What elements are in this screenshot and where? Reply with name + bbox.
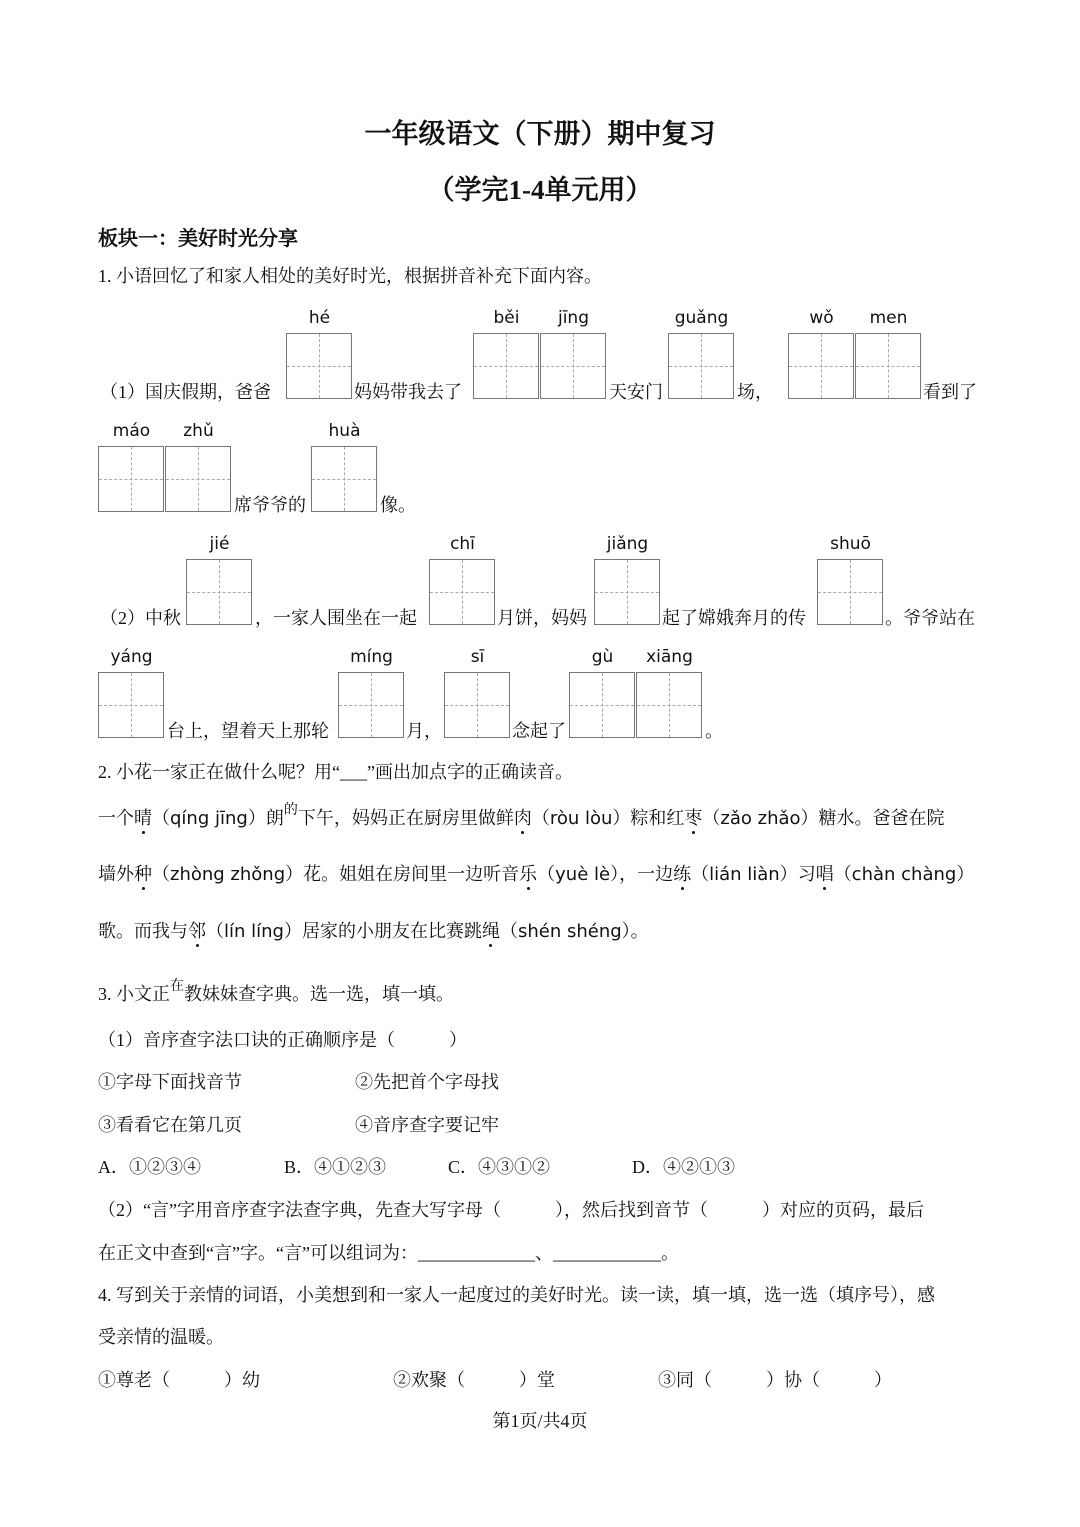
writing-grid-box[interactable] (186, 559, 252, 625)
choice-a[interactable]: A．①②③④ (98, 1157, 201, 1177)
q3-item: ①字母下面找音节 (98, 1072, 242, 1092)
pinyin-label: máo (112, 421, 151, 441)
text-segment: （2）中秋 (100, 608, 181, 628)
q3-item: ③看看它在第几页 (98, 1115, 242, 1135)
pinyin-options: （zhòng zhǒng） (152, 864, 304, 885)
text-segment: 像。 (380, 495, 416, 515)
text-segment: 糖水。爸爸在院 (818, 808, 945, 828)
text-segment: 下午，妈妈正在厨房里做鲜 (297, 808, 514, 828)
pinyin-label: míng (350, 647, 393, 667)
dotted-character: 邻 (188, 921, 206, 941)
dotted-character: 晴 (134, 808, 152, 828)
q3-item: ②先把首个字母找 (355, 1072, 499, 1092)
q4-prompt: 受亲情的温暖。 (98, 1327, 224, 1347)
pinyin-label: jīng (557, 308, 589, 328)
text-segment: 妈妈带我去了 (354, 382, 462, 402)
pinyin-label: gù (591, 647, 614, 667)
superscript-text: 的 (283, 803, 298, 818)
pinyin-options: （lián liàn） (691, 864, 798, 885)
pinyin-options: （qíng jīng） (152, 808, 266, 829)
q4-item: ②欢聚（ ）堂 (393, 1370, 555, 1390)
text-segment: 花。姐姐在房间里一边听音 (303, 864, 520, 884)
pinyin-label: jiǎng (606, 534, 649, 554)
writing-grid-box[interactable] (165, 446, 231, 512)
pinyin-label: zhǔ (183, 421, 214, 441)
q4-prompt: 4. 写到关于亲情的词语，小美想到和一家人一起度过的美好时光。读一读，填一填，选一选（填序号），感 (98, 1285, 935, 1305)
writing-grid-box[interactable] (636, 672, 702, 738)
writing-grid-box[interactable] (429, 559, 495, 625)
text-segment: 一个 (98, 808, 134, 828)
q3-sub2: 在正文中查到“言”字。“言”可以组词为：_____________、____________。 (98, 1243, 679, 1263)
pinyin-label: men (869, 308, 908, 328)
q3-sub1: （1）音序查字法口诀的正确顺序是（ ） (98, 1030, 467, 1050)
writing-grid-box[interactable] (569, 672, 635, 738)
choice-c[interactable]: C．④③①② (448, 1157, 551, 1177)
q3-prompt-text: 教妹妹查字典。选一选，填一填。 (184, 984, 454, 1004)
text-segment: ，一家人围坐在一起 (255, 608, 417, 628)
text-segment: 朗 (265, 808, 284, 828)
pinyin-label: sī (470, 647, 485, 667)
writing-grid-box[interactable] (444, 672, 510, 738)
q2-prompt: 2. 小花一家正在做什么呢？用“___”画出加点字的正确读音。 (98, 762, 573, 782)
writing-grid-box[interactable] (817, 559, 883, 625)
q1-prompt: 1. 小语回忆了和家人相处的美好时光，根据拼音补充下面内容。 (98, 266, 602, 286)
pinyin-label: chī (450, 534, 475, 554)
dotted-character: 练 (673, 864, 692, 884)
pinyin-label: guǎng (674, 308, 729, 328)
q3-item: ④音序查字要记牢 (355, 1115, 499, 1135)
page-footer: 第1页/共4页 (492, 1411, 588, 1431)
writing-grid-box[interactable] (286, 333, 352, 399)
text-segment: 场， (737, 382, 773, 402)
pinyin-options: （chàn chàng） (833, 864, 975, 885)
pinyin-label: yáng (110, 647, 153, 667)
page-title: 一年级语文（下册）期中复习 (364, 119, 716, 149)
writing-grid-box[interactable] (855, 333, 921, 399)
writing-grid-box[interactable] (311, 446, 377, 512)
text-segment: 习 (797, 864, 816, 884)
text-segment: 。 (630, 921, 649, 941)
q3-prompt-sup: 在 (170, 979, 184, 994)
writing-grid-box[interactable] (98, 672, 164, 738)
dotted-character: 乐 (519, 864, 538, 884)
q3-sub2: （2）“言”字用音序查字法查字典，先查大写字母（ ），然后找到音节（ ）对应的页码，最后 (98, 1200, 924, 1220)
text-segment: 。 (705, 721, 723, 741)
writing-grid-box[interactable] (338, 672, 404, 738)
writing-grid-box[interactable] (788, 333, 854, 399)
section-heading: 板块一：美好时光分享 (98, 228, 298, 250)
text-segment: 台上，望着天上那轮 (167, 721, 329, 741)
dotted-character: 唱 (815, 864, 834, 884)
writing-grid-box[interactable] (540, 333, 606, 399)
text-segment: 席爷爷的 (234, 495, 306, 515)
dotted-character: 枣 (684, 808, 703, 828)
text-segment: 墙外 (98, 864, 134, 884)
pinyin-options: （yuè lè） (537, 864, 620, 885)
q4-item: ①尊老（ ）幼 (98, 1370, 260, 1390)
dotted-character: 肉 (513, 808, 532, 828)
pinyin-label: wǒ (809, 308, 834, 328)
writing-grid-box[interactable] (98, 446, 164, 512)
pinyin-options: （lín líng） (206, 921, 302, 942)
pinyin-label: hé (308, 308, 331, 328)
dotted-character: 种 (134, 864, 152, 884)
pinyin-label: shuō (830, 534, 871, 554)
q2-paragraph-line (98, 803, 945, 832)
q2-paragraph-line (98, 920, 649, 943)
pinyin-options: （ròu lòu） (531, 808, 631, 829)
pinyin-label: huà (328, 421, 361, 441)
text-segment: 看到了 (923, 382, 977, 402)
pinyin-label: běi (493, 308, 520, 328)
text-segment: 。爷爷站在 (885, 608, 975, 628)
text-segment: （1）国庆假期，爸爸 (100, 382, 271, 402)
q3-prompt-text: 3. 小文正 (98, 984, 170, 1004)
pinyin-label: xiāng (646, 647, 693, 667)
q3-prompt (98, 979, 454, 1008)
text-segment: 月， (406, 721, 442, 741)
q2-paragraph-line (98, 863, 974, 886)
writing-grid-box[interactable] (594, 559, 660, 625)
choice-d[interactable]: D．④②①③ (632, 1157, 735, 1177)
dotted-character: 绳 (481, 921, 500, 941)
text-segment: 居家的小朋友在比赛跳 (301, 921, 482, 941)
text-segment: 粽和红 (630, 808, 685, 828)
pinyin-label: jié (209, 534, 230, 554)
text-segment: 歌。而我与 (98, 921, 188, 941)
writing-grid-box[interactable] (668, 333, 734, 399)
pinyin-options: （shén shéng） (499, 921, 631, 942)
text-segment: ，一边 (619, 864, 674, 884)
choice-b[interactable]: B．④①②③ (284, 1157, 387, 1177)
q4-item: ③同（ ）协（ ） (658, 1370, 892, 1390)
page-subtitle: （学完1-4单元用） (427, 175, 653, 205)
text-segment: 天安门 (609, 382, 663, 402)
text-segment: 起了嫦娥奔月的传 (662, 608, 806, 628)
text-segment: 念起了 (512, 721, 566, 741)
writing-grid-box[interactable] (473, 333, 539, 399)
pinyin-options: （zǎo zhǎo） (702, 808, 819, 829)
text-segment: 月饼，妈妈 (497, 608, 587, 628)
